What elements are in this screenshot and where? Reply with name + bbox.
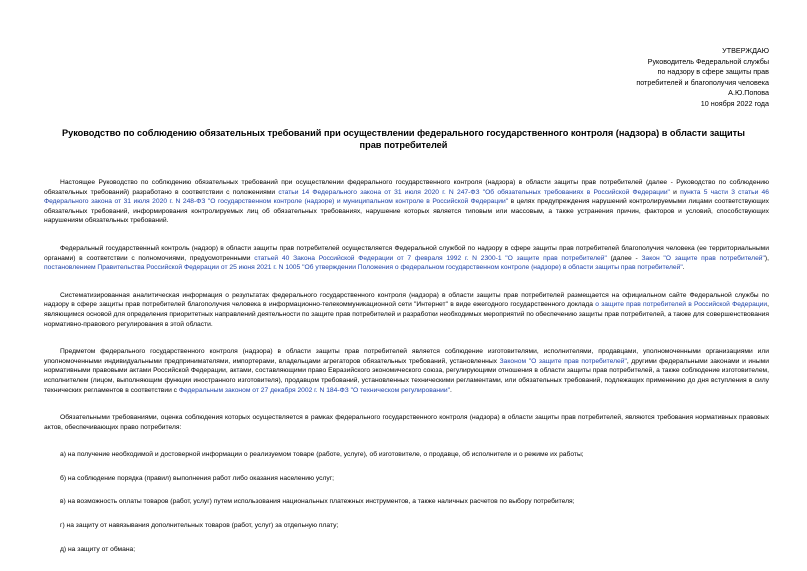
paragraph-text: ),: [764, 254, 770, 262]
law-link[interactable]: Федеральным законом от 27 декабря 2002 г. N 184-ФЗ "О техническом регулировании": [178, 386, 450, 394]
approval-line: 10 ноября 2022 года: [700, 98, 769, 108]
paragraph-authority: [44, 244, 769, 273]
paragraph-purpose: [44, 178, 769, 226]
paragraph-subject: [44, 347, 769, 395]
approval-block: [636, 46, 769, 110]
approval-line: А.Ю.Попова: [728, 88, 769, 98]
approval-line: Руководитель Федеральной службы: [647, 56, 769, 66]
law-link[interactable]: Законом "О защите прав потребителей": [499, 357, 627, 365]
paragraph-text: Федеральный государственный контроль (надзор) в области защиты прав потребителей осуществляется Федеральной службой по надзору в сфере защиты прав потребителей благополучия человека (ее территориальными органами) в соответствии с полномочиями, предусмотренными: [44, 244, 769, 262]
list-item: а) на получение необходимой и достоверной информации о реализуемом товаре (работе, услуге), об изготовителе, о продавце, об исполнителе и о режиме их работы;: [60, 451, 584, 459]
law-link[interactable]: статьи 14 Федерального закона от 31 июля 2020 г. N 247-ФЗ "Об обязательных требованиях в Российской Федерации": [278, 188, 670, 196]
paragraph-text: Обязательными требованиями, оценка соблюдения которых осуществляется в рамках федерального государственного контроля (надзора) в области защиты прав потребителей, являются требования нормативных правовых актов, обеспечивающих право потребителя:: [44, 414, 769, 431]
paragraph-text: Настоящее Руководство по соблюдению обязательных требований при осуществлении федерального государственного контроля (надзора) в области защиты прав потребителей (далее - Руководство по соблюдению обязательных требований) разработано в соответствии с положениями: [44, 179, 769, 196]
list-item: б) на соблюдение порядка (правил) выполнения работ либо оказания населению услуг;: [60, 474, 335, 482]
paragraph-text: (далее -: [606, 254, 642, 262]
approval-line: УТВЕРЖДАЮ: [722, 46, 769, 55]
paragraph-text: в целях предупреждения нарушений контролируемыми лицами соответствующих обязательных требований, информирования контролируемых лиц об обязательных требованиях, нарушение которых является типовым или массовым, а также устранения причин, факторов и условий, способствующих нарушениям обязательных требований.: [44, 198, 769, 225]
law-link[interactable]: пункта 5 части 3 статьи 46 Федерального закона от 31 июля 2020 г. N 248-ФЗ "О государственном контроле (надзоре) и муниципальном контроле в Российской Федерации": [44, 188, 769, 206]
document-body: [44, 178, 769, 568]
law-link[interactable]: Закон "О защите прав потребителей": [641, 254, 765, 262]
paragraph-text: Систематизированная аналитическая информация о результатах федерального государственного контроля (надзора) в области защиты прав потребителей размещается на официальном сайте Федеральной службы по надзору в сфере защиты прав потребителей благополучия человека в информационно-телекоммуникационной сети "Интернет" в виде ежегодного государственного доклада: [44, 291, 769, 309]
document-title: Руководство по соблюдению обязательных требований при осуществлении федерального государственного контроля (надзора) в области защиты прав потребителей: [61, 128, 746, 150]
list-item: г) на защиту от навязывания дополнительных товаров (работ, услуг) за отдельную плату;: [60, 522, 339, 530]
approval-line: по надзору в сфере защиты прав: [657, 67, 769, 77]
paragraph-text: и: [669, 188, 681, 196]
approval-line: потребителей и благополучия человека: [636, 77, 769, 87]
paragraph-text: Предметом федерального государственного контроля (надзора) в области защиты прав потребителей является соблюдение изготовителями, исполнителями, продавцами, уполномоченными организациями или уполномоченными индивидуальными предпринимателями, импортерами, владельцами агрегаторов обязательных требований, установленных: [44, 348, 769, 365]
report-link[interactable]: о защите прав потребителей в Российской Федерации: [595, 301, 768, 309]
paragraph-text: .: [449, 386, 452, 394]
paragraph-text: , являющимся основой для определения приоритетных направлений деятельности по защите прав потребителей и разработки необходимых мероприятий по обеспечению защиты прав потребителей, а также для совершенствования нормативно-правового регулирования в этой области.: [44, 301, 769, 328]
paragraph-analytics: [44, 291, 769, 329]
law-link[interactable]: статьей 40 Закона Российской Федерации от 7 февраля 1992 г. N 2300-1 "О защите прав потребителей": [254, 254, 607, 262]
paragraph-text: .: [682, 264, 685, 272]
paragraph-text: , другими федеральными законами и иными нормативными правовыми актами Российской Федерации, актами, составляющими право Евразийского экономического союза, регулирующими отношения в области защиты прав потребителей, а также соблюдение изготовителем, исполнителем (лицом, выполняющим функции иностранного изготовителя), продавцом требований, установленных техническими регламентами, или обязательных требований, подлежащих применению до дня вступления в силу технических регламентов в соответствии с: [44, 357, 769, 394]
law-link[interactable]: постановлением Правительства Российской Федерации от 25 июня 2021 г. N 1005 "Об утверждении Положения о федеральном государственном контроле (надзоре) в области защиты прав потребителей": [44, 264, 683, 272]
list-item: в) на возможность оплаты товаров (работ, услуг) путем использования национальных платежных инструментов, а также наличных расчетов по выбору потребителя;: [60, 498, 575, 506]
paragraph-requirements: [44, 413, 769, 432]
list-item: д) на защиту от обмана;: [60, 545, 136, 553]
